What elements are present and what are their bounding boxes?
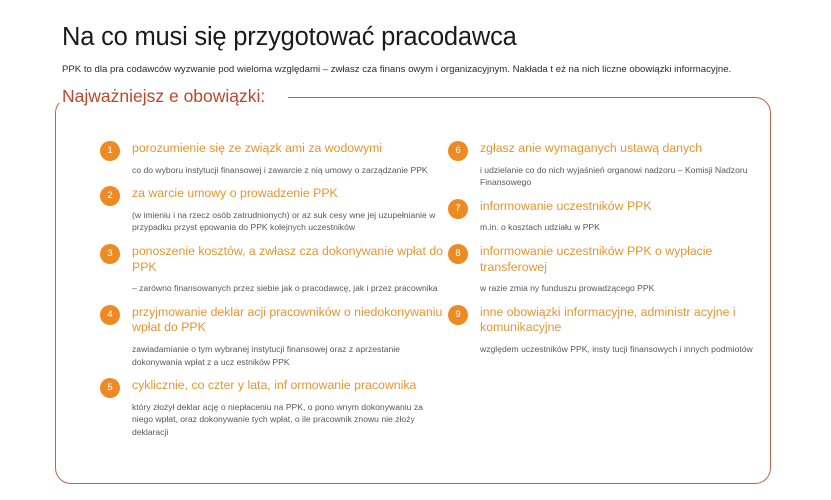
obligation-title: cyklicznie, co czter y lata, inf ormowanie pracownika [132,378,417,393]
obligations-column-right [448,140,768,365]
obligation-item [100,243,445,295]
obligation-number-badge: 1 [100,141,120,161]
obligation-title: informowanie uczestników PPK o wypłacie transferowej [480,243,713,274]
obligation-description: zawiadamianie o tym wybranej instytucji finansowej oraz z aprzestanie dokonywania wpłat z a ucz estników PPK [132,343,400,367]
obligation-item [448,198,768,234]
obligation-title: inne obowiązki informacyjne, administr acyjne i komunikacyjne [480,304,736,335]
obligation-item [100,140,445,176]
section-heading: Najważniejsz e obowiązki: [62,86,275,107]
obligation-number-badge: 8 [448,244,468,264]
obligation-description: co do wyboru instytucji finansowej i zawarcie z nią umowy o zarządzanie PPK [132,164,428,175]
obligation-title: ponoszenie kosztów, a zwłasz cza dokonywanie wpłat do PPK [132,243,444,274]
obligation-number-badge: 9 [448,305,468,325]
obligation-description: m.in. o kosztach udziału w PPK [480,222,600,233]
obligation-description: (w imieniu i na rzecz osób zatrudnionych) or az suk cesy wne jej uzupełnianie w przypadku przyst ępowania do PPK kolejnych uczestników [132,209,436,233]
obligation-title: zgłasz anie wymaganych ustawą danych [480,141,703,155]
obligation-description: w razie zmia ny funduszu prowadzącego PPK [480,283,655,294]
obligation-description: i udzielanie co do nich wyjaśnień organowi nadzoru – Komisji Nadzoru Finansowego [480,164,748,188]
obligation-description: względem uczestników PPK, insty tucji finansowych i innych podmiotów [480,343,753,354]
obligation-number-badge: 3 [100,244,120,264]
obligation-title: porozumienie się ze związk ami za wodowymi [132,141,383,155]
obligation-item [100,304,445,368]
obligation-description: który złożył deklar ację o niepłaceniu na PPK, o pono wnym dokonywaniu za niego wpłat, oraz dokonywanie tych wpłat, o ile pracownik znowu nie złoży deklaracji [132,401,423,437]
obligation-title: za warcie umowy o prowadzenie PPK [132,186,338,201]
obligation-number-badge: 7 [448,199,468,219]
obligation-title: przyjmowanie deklar acji pracowników o niedokonywaniu wpłat do PPK [132,304,443,335]
page-title: Na co musi się przygotować pracodawca [62,23,517,52]
obligations-column-left [100,140,445,448]
obligation-description: – zarówno finansowanych przez siebie jak o pracodawcę, jak i przez pracownika [132,283,438,294]
obligation-item [448,304,768,356]
obligation-item [448,140,768,189]
obligation-item [100,377,445,438]
obligation-item [100,185,445,234]
obligation-number-badge: 4 [100,305,120,325]
obligation-number-badge: 5 [100,378,120,398]
obligation-item [448,243,768,295]
obligation-number-badge: 6 [448,141,468,161]
obligation-number-badge: 2 [100,186,120,206]
obligation-title: informowanie uczestników PPK [480,198,652,213]
page-intro-text: PPK to dla pra codawców wyzwanie pod wieloma względami – zwłasz cza finans owym i organizacyjnym. Nakłada t eż na nich liczne obowiązki informacyjne. [62,63,732,75]
